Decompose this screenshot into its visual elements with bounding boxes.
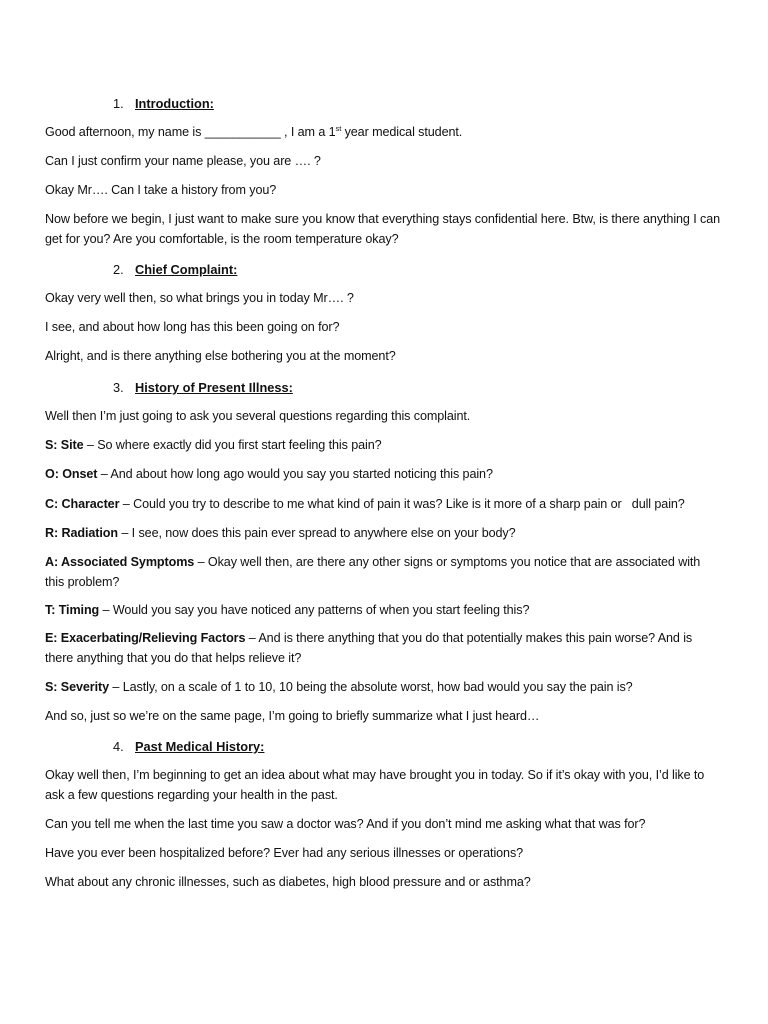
hpi-text: – I see, now does this pain ever spread to anywhere else on your body? [117, 526, 516, 540]
section-title: Past Medical History: [135, 739, 265, 754]
section-heading-chief-complaint [113, 260, 237, 279]
hpi-label: A: Associated Symptoms [45, 555, 195, 569]
intro-confidential: Now before we begin, I just want to make sure you know that everything stays confidential here. Btw, is there anything I can get for you? Are you comfortable, is the room temperature okay? [45, 212, 721, 246]
section-number: 4. [113, 739, 124, 754]
section-number: 1. [113, 96, 124, 111]
hpi-text: – Lastly, on a scale of 1 to 10, 10 being the absolute worst, how bad would you say the pain is? [109, 680, 633, 694]
chief-how-long: I see, and about how long has this been going on for? [45, 320, 340, 334]
hpi-item-radiation [45, 524, 735, 544]
chief-anything-else: Alright, and is there anything else bothering you at the moment? [45, 349, 396, 363]
hpi-label: R: Radiation [45, 526, 118, 540]
pmh-intro: Okay well then, I’m beginning to get an idea about what may have brought you in today. So if it’s okay with you, I’d like to ask a few questions regarding your health in the past. [45, 768, 705, 802]
hpi-label: T: Timing [45, 603, 100, 617]
ordinal-superscript: st [335, 124, 342, 133]
intro-greeting-text-a: Good afternoon, my name is ___________ , I am a 1 [45, 125, 336, 139]
intro-greeting-text-b: year medical student. [341, 125, 463, 139]
pmh-hospitalized: Have you ever been hospitalized before? Ever had any serious illnesses or operations? [45, 846, 524, 860]
hpi-item-character [45, 495, 735, 515]
hpi-label: S: Site [45, 438, 84, 452]
intro-confirm-name: Can I just confirm your name please, you are …. ? [45, 154, 321, 168]
hpi-label: O: Onset [45, 467, 98, 481]
section-heading-introduction [113, 94, 214, 113]
hpi-label: S: Severity [45, 680, 110, 694]
hpi-item-exacerbating-relieving [45, 629, 707, 668]
intro-greeting [45, 123, 735, 143]
section-title: Introduction: [135, 96, 214, 111]
section-heading-hpi [113, 378, 293, 397]
hpi-text: – Could you try to describe to me what kind of pain it was? Like is it more of a sharp pain or dull pain? [119, 497, 685, 511]
hpi-text: – And is there anything that you do that potentially makes this pain worse? And is there anything that you do that helps relieve it? [45, 631, 693, 665]
hpi-text: – Would you say you have noticed any patterns of when you start feeling this? [99, 603, 530, 617]
hpi-item-associated-symptoms [45, 553, 717, 592]
hpi-text: – So where exactly did you first start feeling this pain? [83, 438, 382, 452]
hpi-item-site [45, 436, 735, 456]
section-number: 3. [113, 380, 124, 395]
hpi-summary: And so, just so we’re on the same page, I’m going to briefly summarize what I just heard… [45, 709, 540, 723]
hpi-label: C: Character [45, 497, 120, 511]
pmh-chronic-illnesses: What about any chronic illnesses, such as diabetes, high blood pressure and or asthma? [45, 875, 531, 889]
hpi-text: – And about how long ago would you say you started noticing this pain? [97, 467, 493, 481]
hpi-item-onset [45, 465, 735, 485]
section-number: 2. [113, 262, 124, 277]
section-heading-past-medical-history [113, 737, 264, 756]
intro-take-history: Okay Mr…. Can I take a history from you? [45, 183, 277, 197]
hpi-item-severity [45, 678, 735, 698]
section-title: History of Present Illness: [135, 380, 293, 395]
pmh-last-doctor-visit: Can you tell me when the last time you saw a doctor was? And if you don’t mind me asking what that was for? [45, 817, 646, 831]
hpi-text: – Okay well then, are there any other signs or symptoms you notice that are associated with this problem? [45, 555, 701, 589]
chief-what-brings: Okay very well then, so what brings you in today Mr…. ? [45, 291, 354, 305]
hpi-intro: Well then I’m just going to ask you several questions regarding this complaint. [45, 409, 471, 423]
section-title: Chief Complaint: [135, 262, 238, 277]
hpi-label: E: Exacerbating/Relieving Factors [45, 631, 246, 645]
hpi-item-timing [45, 601, 735, 621]
